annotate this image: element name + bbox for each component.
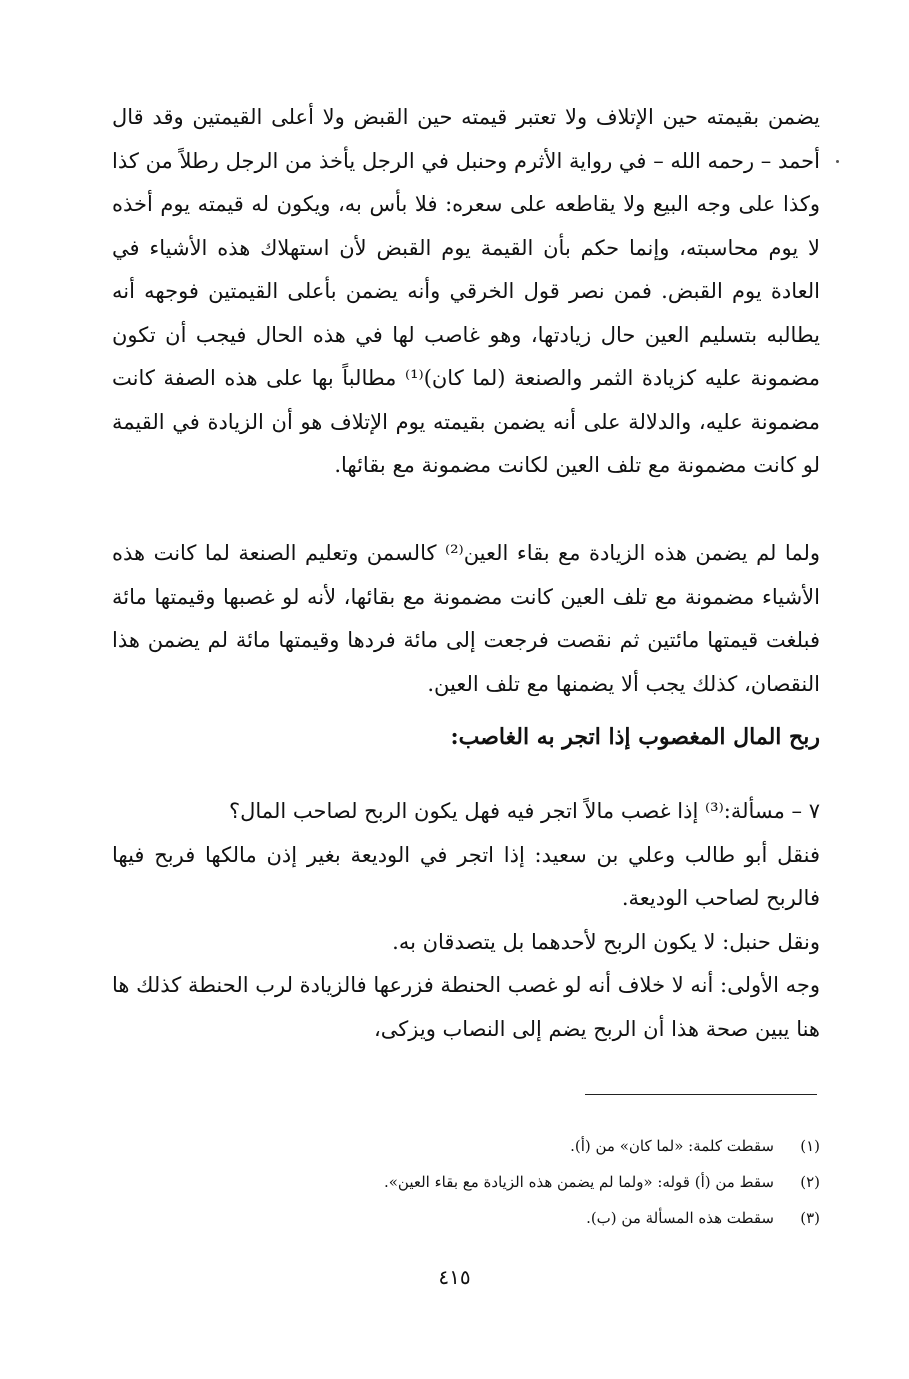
section-heading: ربح المال المغصوب إذا اتجر به الغاصب: bbox=[450, 724, 820, 750]
footnote-text: سقط من (أ) قوله: «ولما لم يضمن هذه الزيادة مع بقاء العين». bbox=[383, 1173, 774, 1191]
footnote-text: سقطت هذه المسألة من (ب). bbox=[586, 1209, 774, 1227]
main-text-section-3 bbox=[112, 790, 820, 1051]
paragraph: يضمن بقيمته حين الإتلاف ولا تعتبر قيمته حين القبض ولا أعلى القيمتين وقد قال أحمد – رحمه الله – في رواية الأثرم وحنبل في الرجل يأخذ من الرجل رطلاً من كذا وكذا على وجه البيع ولا يقاطعه على سعره: فلا بأس به، ويكون له قيمته يوم أخذه لا يوم محاسبته، وإنما حكم بأن القيمة يوم القبض لأن استهلاك هذه الأشياء في العادة يوم القبض. فمن نصر قول الخرقي وأنه يضمن بأعلى القيمتين فوجهه أنه يطالبه بتسليم العين حال زيادتها، وهو غاصب لها في هذه الحال فيجب أن تكون مضمونة عليه كزيادة الثمر والصنعة (لما كان)⁽¹⁾ مطالباً بها على هذه الصفة كانت مضمونة عليه، والدلالة على أنه يضمن بقيمته يوم الإتلاف هو أن الزيادة في القيمة لو كانت مضمونة مع تلف العين لكانت مضمونة مع بقائها. bbox=[112, 105, 820, 477]
footnote-number: (٣) bbox=[800, 1209, 820, 1227]
main-text-section-2 bbox=[112, 532, 820, 706]
main-text-section-1 bbox=[112, 96, 820, 488]
paragraph: ونقل حنبل: لا يكون الربح لأحدهما بل يتصدقان به. bbox=[392, 929, 820, 954]
footnote bbox=[112, 1200, 820, 1236]
footnote-number: (٢) bbox=[800, 1173, 820, 1191]
page-number: ٤١٥ bbox=[438, 1265, 471, 1289]
paragraph: ولما لم يضمن هذه الزيادة مع بقاء العين⁽²⁾ كالسمن وتعليم الصنعة لما كانت هذه الأشياء مضمونة مع تلف العين كانت مضمونة مع بقائها، لأنه لو غصبها وقيمتها مائة فبلغت قيمتها مائتين ثم نقصت فرجعت إلى مائة فردها وقيمتها مائة لم يضمن هذا النقصان، كذلك يجب ألا يضمنها مع تلف العين. bbox=[112, 541, 820, 696]
footnote-number: (١) bbox=[800, 1137, 820, 1155]
footnotes bbox=[112, 1128, 820, 1236]
footnote-text: سقطت كلمة: «لما كان» من (أ). bbox=[570, 1137, 774, 1155]
footnote-separator bbox=[585, 1094, 817, 1095]
footnote bbox=[112, 1128, 820, 1164]
paragraph: فنقل أبو طالب وعلي بن سعيد: إذا اتجر في الوديعة بغير إذن مالكها فربح فيها فالربح لصاحب الوديعة. bbox=[112, 842, 820, 910]
paragraph: وجه الأولى: أنه لا خلاف أنه لو غصب الحنطة فزرعها فالزيادة لرب الحنطة كذلك ها هنا يبين صحة هذا أن الربح يضم إلى النصاب ويزكى، bbox=[112, 973, 820, 1041]
footnote bbox=[112, 1164, 820, 1200]
paragraph: ٧ – مسألة:⁽³⁾ إذا غصب مالاً اتجر فيه فهل يكون الربح لصاحب المال؟ bbox=[229, 799, 820, 823]
scan-speck bbox=[836, 160, 839, 163]
